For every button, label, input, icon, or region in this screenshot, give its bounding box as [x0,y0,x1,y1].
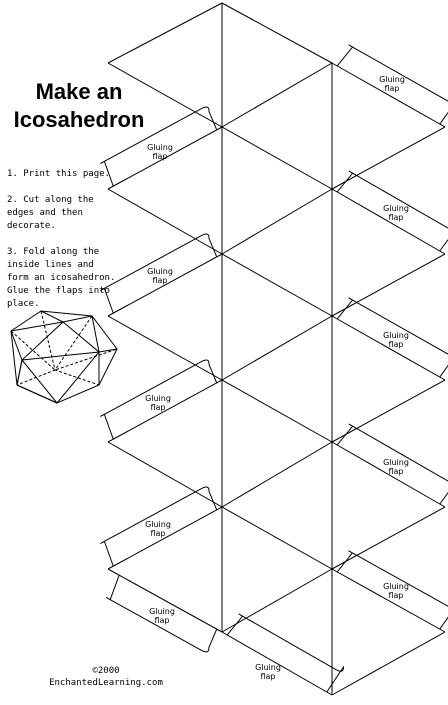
net-edge [222,569,332,632]
gluing-flap-left-3 [101,360,217,439]
flap-label-line-2: flap [260,672,276,681]
flap-label-line-1: Gluing [379,75,405,84]
net-edge [108,63,222,127]
gluing-flap-left-4 [101,487,217,566]
net-edge [108,254,222,316]
flap-label-line-1: Gluing [383,204,409,213]
instruction-step-1: 1. Print this page. [7,169,110,179]
net-edge [222,442,332,507]
net-edge [332,507,445,569]
gluing-flap-left-1 [101,107,217,186]
flap-label-line-1: Gluing [383,331,409,340]
flap-label-line-2: flap [154,616,170,625]
gluing-flaps [101,45,448,692]
net-edge [108,316,222,380]
net-edge [332,569,445,632]
net-edge [222,254,332,316]
net-edge [332,380,445,442]
gluing-flap-right-5 [337,551,448,629]
flap-label-line-1: Gluing [383,582,409,591]
flap-label-line-1: Gluing [255,663,281,672]
flap-label-line-1: Gluing [147,143,173,152]
instruction-step-2: 2. Cut along the edges and then decorate. [7,195,94,231]
title-line-1: Make an [35,79,123,104]
flap-label-line-2: flap [388,467,404,476]
footer [36,665,176,689]
net-edge [332,254,445,316]
gluing-flap-right-4 [337,424,448,504]
title-line-2: Icosahedron [13,107,145,132]
net-edge [332,632,445,695]
gluing-flap-right-1 [337,45,448,124]
net-edge [222,63,332,127]
flap-label-line-2: flap [388,340,404,349]
gluing-flap-right-3 [337,298,448,377]
gluing-flap-right-2 [337,171,448,251]
flap-label-line-1: Gluing [149,607,175,616]
net-edge [332,63,445,127]
flap-label-line-2: flap [152,276,168,285]
net-edge [222,380,332,442]
flap-label-line-2: flap [152,152,168,161]
net-edge [108,507,222,569]
site-text: EnchantedLearning.com [49,678,163,688]
net-edge [108,189,222,254]
net-edge [222,507,332,569]
flap-label-line-2: flap [388,591,404,600]
net-edge [222,127,332,189]
net-edge [222,3,332,63]
net-edge [108,442,222,507]
flap-label-line-2: flap [150,403,166,412]
flap-label-line-1: Gluing [383,458,409,467]
net-edge [108,3,222,63]
copyright-text: ©2000 [92,666,120,676]
flap-label-line-2: flap [388,213,404,222]
net-edge [332,127,445,189]
net-edge [222,316,332,380]
net-edge [222,189,332,254]
gluing-flap-left-5 [107,575,217,652]
instruction-step-3: 3. Fold along the inside lines and form an icosahedron. Glue the flaps into place. [7,247,116,309]
flap-label-line-2: flap [150,529,166,538]
gluing-flap-bottom [227,614,343,692]
flap-label-line-1: Gluing [145,394,171,403]
flap-label-line-1: Gluing [145,520,171,529]
flap-label-line-2: flap [384,84,400,93]
flap-label-line-1: Gluing [147,267,173,276]
icosahedron-illustration [11,311,117,403]
gluing-flap-left-2 [101,234,217,313]
